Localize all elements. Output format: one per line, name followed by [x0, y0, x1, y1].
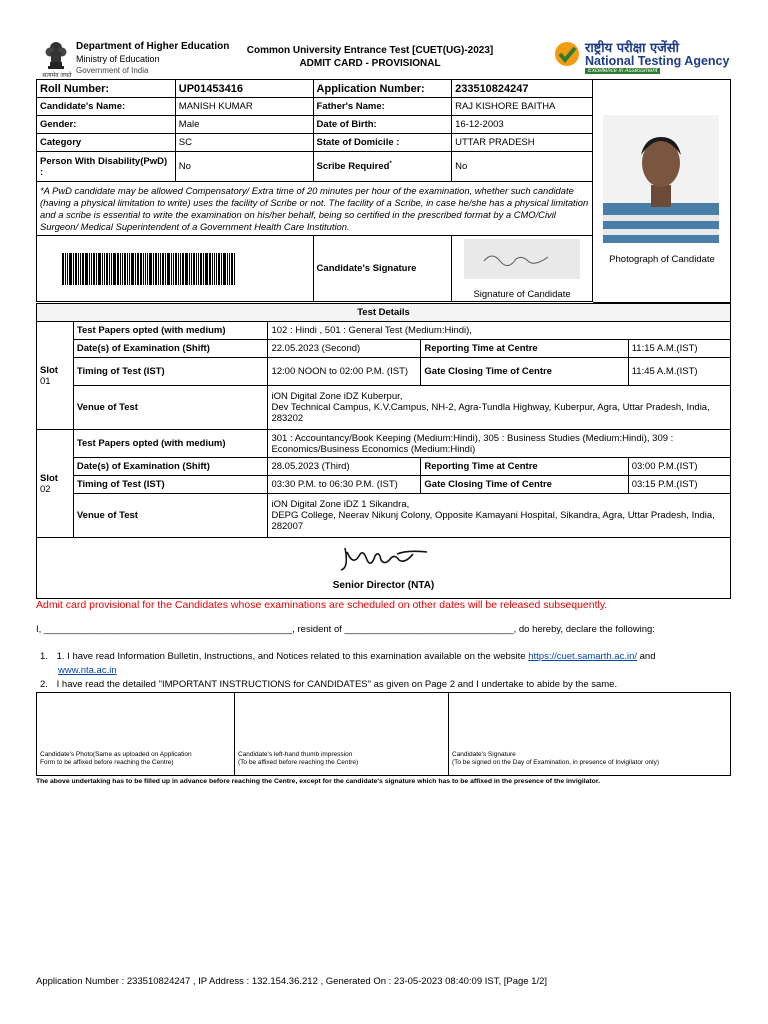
barcode-cell [37, 236, 314, 302]
slot-2-title: Slot [40, 472, 58, 484]
slot-1-date-value: 22.05.2023 (Second) [268, 340, 421, 358]
slot-1-venue-label: Venue of Test [73, 386, 268, 430]
declaration-list [40, 650, 730, 692]
slot-2-gate-value: 03:15 P.M.(IST) [628, 476, 730, 494]
sig-box-line1: Candidate's Signature [452, 751, 516, 758]
thumb-impression-box [235, 692, 449, 776]
barcode-bar [145, 253, 146, 285]
barcode-bar [104, 253, 105, 285]
signature-cell [452, 236, 593, 302]
application-number-label: Application Number: [313, 80, 452, 98]
barcode-bar [231, 253, 233, 285]
barcode-bar [234, 253, 235, 285]
slot-1-label [37, 322, 74, 430]
barcode-bar [216, 253, 217, 285]
barcode-bar [227, 253, 228, 285]
gender-label: Gender: [37, 116, 176, 134]
item-1-text: 1. I have read Information Bulletin, Instructions, and Notices related to this examination available on the website [56, 651, 526, 662]
barcode [62, 253, 310, 285]
roll-number-label: Roll Number: [37, 80, 176, 98]
barcode-bar [102, 253, 103, 285]
barcode-bar [178, 253, 179, 285]
barcode-bar [165, 253, 166, 285]
slot-1-gate-label: Gate Closing Time of Centre [421, 358, 628, 386]
domicile-label: State of Domicile : [313, 134, 452, 152]
slot-1-venue-line2: Dev Technical Campus, K.V.Campus, NH-2, Agra-Tundla Highway, Kuberpur, Agra, Uttar Pradesh, India, 283202 [271, 402, 710, 424]
barcode-bar [200, 253, 202, 285]
barcode-bar [171, 253, 172, 285]
exam-title: Common University Entrance Test [CUET(UG)-2023] [246, 45, 494, 56]
father-name-value: RAJ KISHORE BAITHA [452, 98, 593, 116]
barcode-bar [67, 253, 68, 285]
barcode-bar [109, 253, 110, 285]
director-label: Senior Director (NTA) [332, 580, 435, 591]
father-name-label: Father's Name: [313, 98, 452, 116]
undertaking-boxes [36, 692, 731, 776]
item-1-number: 1. [40, 651, 48, 662]
barcode-bar [153, 253, 154, 285]
nta-tagline: Excellence in Assessment [585, 68, 660, 74]
slot-2-timing-label: Timing of Test (IST) [73, 476, 268, 494]
director-signature-block [36, 538, 731, 599]
slot-1-gate-value: 11:45 A.M.(IST) [628, 358, 730, 386]
barcode-bar [65, 253, 66, 285]
test-details-table [36, 303, 731, 538]
photo-caption: Photograph of Candidate [609, 254, 715, 265]
barcode-bar [193, 253, 195, 285]
barcode-bar [198, 253, 199, 285]
photo-affix-line2: Form to be affixed before reaching the Centre) [40, 759, 174, 766]
scribe-value: No [452, 152, 593, 182]
barcode-bar [85, 253, 88, 285]
barcode-bar [135, 253, 136, 285]
barcode-bar [129, 253, 130, 285]
barcode-bar [223, 253, 226, 285]
barcode-bar [155, 253, 157, 285]
barcode-bar [89, 253, 90, 285]
pwd-value: No [175, 152, 313, 182]
nta-logo-icon [553, 40, 581, 68]
government-name: Government of India [76, 66, 149, 75]
photo-affix-caption [40, 751, 192, 767]
barcode-bar [113, 253, 116, 285]
barcode-bar [62, 253, 64, 285]
barcode-bar [69, 253, 72, 285]
provisional-note: Admit card provisional for the Candidates whose examinations are scheduled on other dates will be released subsequently. [36, 599, 608, 611]
barcode-bar [143, 253, 144, 285]
barcode-bar [98, 253, 101, 285]
slot-1-date-label: Date(s) of Examination (Shift) [73, 340, 268, 358]
card-title: ADMIT CARD - PROVISIONAL [299, 58, 441, 69]
barcode-bar [137, 253, 139, 285]
barcode-bar [221, 253, 222, 285]
test-details-heading: Test Details [37, 304, 731, 322]
gender-value: Male [175, 116, 313, 134]
candidate-signature-image [464, 239, 580, 279]
category-value: SC [175, 134, 313, 152]
barcode-bar [91, 253, 92, 285]
page-footer: Application Number : 233510824247 , IP Address : 132.154.36.212 , Generated On : 23-05-2023 08:40:09 IST, [Page 1/2] [36, 976, 548, 987]
slot-2-number: 02 [40, 483, 51, 495]
barcode-bar [117, 253, 119, 285]
barcode-bar [127, 253, 128, 285]
slot-2-reporting-label: Reporting Time at Centre [421, 458, 628, 476]
slot-1-timing-value: 12:00 NOON to 02:00 P.M. (IST) [268, 358, 421, 386]
category-label: Category [37, 134, 176, 152]
slot-2-reporting-value: 03:00 P.M.(IST) [628, 458, 730, 476]
dob-label: Date of Birth: [313, 116, 452, 134]
barcode-bar [218, 253, 220, 285]
sig-box-caption [452, 751, 659, 767]
item-2-text: I have read the detailed "IMPORTANT INSTRUCTIONS for CANDIDATES" as given on Page 2 and I undertake to abide by the same. [56, 679, 618, 690]
barcode-bar [196, 253, 197, 285]
scribe-label-text: Scribe Required [316, 161, 390, 173]
nta-hindi-name: राष्ट्रीय परीक्षा एजेंसी [585, 41, 679, 56]
barcode-bar [209, 253, 211, 285]
barcode-bar [78, 253, 79, 285]
declaration-item-2 [40, 678, 730, 692]
barcode-bar [175, 253, 177, 285]
scribe-label: Scribe Required* [313, 152, 452, 182]
photo-affix-box [36, 692, 235, 776]
signature-caption: Signature of Candidate [473, 289, 571, 300]
barcode-bar [147, 253, 148, 285]
barcode-bar [173, 253, 174, 285]
sig-box-line2: (To be signed on the Day of Examination, in presence of Invigilator only) [452, 759, 660, 766]
barcode-bar [162, 253, 164, 285]
thumb-line1: Candidate's left-hand thumb impression [238, 751, 353, 758]
slot-1-reporting-label: Reporting Time at Centre [421, 340, 628, 358]
pwd-label: Person With Disability(PwD) : [37, 152, 176, 182]
declaration-item-1 [40, 650, 730, 678]
slot-1-papers-label: Test Papers opted (with medium) [73, 322, 268, 340]
candidate-details-table [36, 79, 593, 302]
barcode-bar [96, 253, 97, 285]
barcode-bar [191, 253, 192, 285]
barcode-bar [212, 253, 213, 285]
barcode-bar [106, 253, 108, 285]
barcode-bar [185, 253, 188, 285]
emblem-motto: सत्यमेव जयते [42, 73, 72, 79]
photo-cell [593, 79, 731, 303]
barcode-bar [214, 253, 215, 285]
slot-1-venue-value [268, 386, 731, 430]
thumb-line2: (To be affixed before reaching the Centre) [238, 759, 359, 766]
candidate-photo [603, 115, 719, 243]
slot-2-timing-value: 03:30 P.M. to 06:30 P.M. (IST) [268, 476, 421, 494]
barcode-bar [149, 253, 152, 285]
nta-website-link[interactable]: www.nta.ac.in [58, 665, 117, 676]
domicile-value: UTTAR PRADESH [452, 134, 593, 152]
thumb-caption [238, 751, 358, 767]
barcode-bar [203, 253, 204, 285]
barcode-bar [82, 253, 84, 285]
undertaking-note: The above undertaking has to be filled up in advance before reaching the Centre, except for the candidate's signature which has to be affixed in the presence of the invigilator. [36, 778, 600, 785]
ministry-name: Ministry of Education [76, 54, 160, 64]
barcode-bar [205, 253, 208, 285]
item-1-and: and [639, 651, 656, 662]
slot-1-timing-label: Timing of Test (IST) [73, 358, 268, 386]
item-2-number: 2. [40, 679, 48, 690]
barcode-bar [93, 253, 95, 285]
candidate-signature-box [449, 692, 731, 776]
barcode-bar [122, 253, 123, 285]
barcode-bar [167, 253, 170, 285]
dob-value: 16-12-2003 [452, 116, 593, 134]
nta-english-name: National Testing Agency [585, 54, 730, 68]
cuet-website-link[interactable]: https://cuet.samarth.ac.in/ [528, 651, 637, 662]
barcode-bar [182, 253, 184, 285]
slot-2-venue-line2: DEPG College, Neerav Nikunj Colony, Opposite Kamayani Hospital, Sikandra, Agra, Uttar Pradesh, India, 282007 [271, 510, 715, 532]
barcode-bar [140, 253, 142, 285]
barcode-bar [229, 253, 230, 285]
barcode-bar [160, 253, 161, 285]
barcode-bar [111, 253, 112, 285]
roll-number-value: UP01453416 [175, 80, 313, 98]
barcode-bar [180, 253, 181, 285]
slot-2-date-value: 28.05.2023 (Third) [268, 458, 421, 476]
department-block [76, 41, 229, 77]
slot-1-reporting-value: 11:15 A.M.(IST) [628, 340, 730, 358]
slot-1-venue-line1: iON Digital Zone iDZ Kuberpur, [271, 391, 403, 402]
application-number-value: 233510824247 [452, 80, 593, 98]
slot-2-venue-label: Venue of Test [73, 494, 268, 538]
declaration-line: I, _______________________________________________, resident of ________________________________, do hereby, declare the following: [36, 624, 655, 635]
slot-1-title: Slot [40, 364, 58, 376]
document-title [230, 44, 510, 70]
barcode-bar [80, 253, 81, 285]
slot-1-papers-value: 102 : Hindi , 501 : General Test (Medium:Hindi), [268, 322, 731, 340]
director-signature-image [337, 542, 447, 574]
candidate-name-value: MANISH KUMAR [175, 98, 313, 116]
dept-name: Department of Higher Education [76, 41, 230, 52]
slot-1-number: 01 [40, 375, 51, 387]
barcode-bar [120, 253, 121, 285]
candidate-name-label: Candidate's Name: [37, 98, 176, 116]
slot-2-date-label: Date(s) of Examination (Shift) [73, 458, 268, 476]
slot-2-papers-value: 301 : Accountancy/Book Keeping (Medium:Hindi), 305 : Business Studies (Medium:Hindi), 309 : Economics/Business Economics (Medium:Hindi) [268, 430, 731, 458]
slot-2-venue-value [268, 494, 731, 538]
barcode-bar [158, 253, 159, 285]
candidate-signature-label: Candidate's Signature [313, 236, 452, 302]
pwd-note: *A PwD candidate may be allowed Compensatory/ Extra time of 20 minutes per hour of the examination, whether such candidate (having a physical limitation to write) uses the facility of Scribe or not. The facility of a Scribe, in case he/she has a physical limitation and a scribe is essential to write the examination on his/her behalf, being so certified in the prescribed format by a CMO/Civil Surgeon/ Medical Superintendent of a Government Health Care Institution. [37, 182, 593, 236]
barcode-bar [131, 253, 134, 285]
slot-2-venue-line1: iON Digital Zone iDZ 1 Sikandra, [271, 499, 410, 510]
slot-2-label [37, 430, 74, 538]
barcode-bar [189, 253, 190, 285]
barcode-bar [75, 253, 77, 285]
photo-affix-line1: Candidate's Photo(Same as uploaded on Application [40, 751, 192, 758]
barcode-bar [73, 253, 74, 285]
slot-2-gate-label: Gate Closing Time of Centre [421, 476, 628, 494]
barcode-bar [124, 253, 126, 285]
slot-2-papers-label: Test Papers opted (with medium) [73, 430, 268, 458]
